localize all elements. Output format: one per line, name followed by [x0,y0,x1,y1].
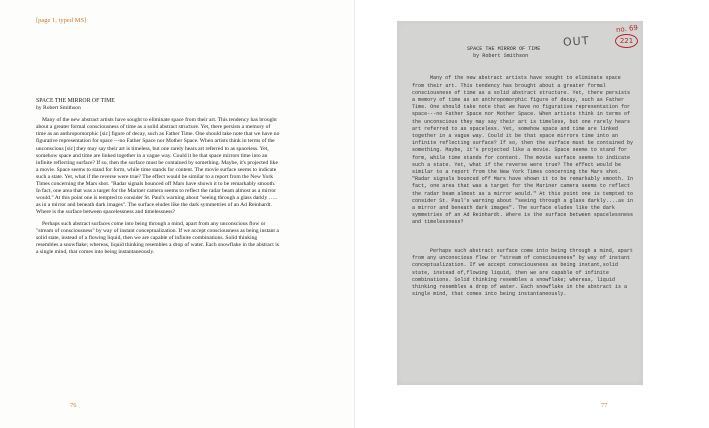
left-page [0,0,354,428]
essay-title: SPACE THE MIRROR OF TIME [36,98,115,104]
typescript-title: SPACE THE MIRROR OF TIME [467,46,541,52]
essay-byline: by Robert Smithson [36,105,81,112]
circled-number-annotation: 221 [615,34,638,48]
transcription-text [36,98,280,260]
typescript-byline: by Robert Smithson [473,52,529,59]
page-number-right: 77 [601,402,608,409]
out-annotation: OUT [562,34,590,49]
transcription-paragraph-1: Many of the new abstract artists have sought to eliminate space from their art. This tendency has brought about a greater formal consciousness of time as a solid abstract structure. Yet, there persists a memory of time as an anthropomorphic [sic] figure of decay, such as Father Time. One should take note that we have no figurative representation for space ---no Father Space nor Mother Space. When artists think in terms of the unconscious [sic] they may say their art is timeless, but one rarely hears art referred to as spaceless. Yet, somehow space and time are linked together in a vague way. Could it be that space mirrors time into an infinite reflecting surface? If so, then the surface must be contained by something. Maybe, it's projected like a movie. Space seems to stand for form, while time stands for content. The movie surface seems to indicate such a state. Yet, what if the reverse were true? The effect would be similar to a report from the New York Times concerning the Mars shot. "Radar signals bounced off Mars have shown it to be remarkably smooth. In fact, one area that was a target for the Mariner camera seems to reflect the radar beam almost as a mirror would." At this point one is tempted to consider St. Paul's warning about "seeing through a glass darkly ….. as in a mirror and beneath dark images". The surface eludes like the dark symmetries of an Ad Reinhardt. Where is the surface between spacelessness and timelessness? [36,117,280,216]
page-number-left: 76 [70,402,77,409]
typescript-paragraph-2: Perhaps such abstract surface come into being through a mind, apart from any unconscious flow or "stream of consciousness" by way of instant conceptualization. If we accept consciousness as being instant,solid state, instead of,flowing liquid, then we are capable of infinite combinations. Solid thinking resembles a snowflake; whereas, liquid thinking resembles a drop of water. Each snowflake in the abstract is a single mind, that comes into being instantaneously. [412,248,636,298]
typescript-body [412,61,637,320]
typescript-heading [467,46,540,59]
transcription-paragraph-2: Perhaps such abstract surfaces come into being through a mind, apart from any unconscious flow or "stream of consciousness" by way of instant conceptualization. If we accept consciousness as being instant a solid state, instead of a flowing liquid, then we are capable of infinite combinations. Solid thinking resembles a snowflake; whereas, liquid thinking resembles a drop of water. Each snowflake in the abstract is a single mind, that comes into being instantaneously. [36,220,279,255]
typescript-facsimile [397,21,643,385]
running-head: [page 1, typed MS] [36,17,87,24]
typescript-paragraph-1: Many of the new abstract artists have sought to eliminate space from their art. This tendency has brought about a greater formal consciousness of time as a solid abstract structure. Yet, there persists a memory of time as an anthropomorphic figure of decay, such as Father Time. One should take note that we have no figurative representation for space---no Father Space nor Mother Space. When artists think in terms of the unconscious they may say their art is timeless, but one rarely hears art referred to as spaceless. Yet, somehow space and time are linked together in a vague way. Could it be that space mirrors time into an infinite reflecting surface? If so, then the surface must be contained by something. Maybe, it's projected like a movie. Space seems to stand for form, while time stands for content. The movie surface seems to indicate such a state. Yet, what if the reverse were true? The effect would be similar to a report from the New York Times concerning the Mars shot. "Radar signals bounced off Mars have shown it to be remarkably smooth. In fact, one area that was a target for the Mariner camera seems to reflect the radar beam almost as a mirror would." At this point one is tempted to consider St. Paul's warning about "seeing through a glass darkly....as in a mirror and beneath dark images". The surface eludes like the dark symmetries of an Ad Reinhardt. Where is the surface between spacelessness and timelessness? [412,75,637,226]
handwritten-number-annotation: no. 69 [615,23,639,35]
